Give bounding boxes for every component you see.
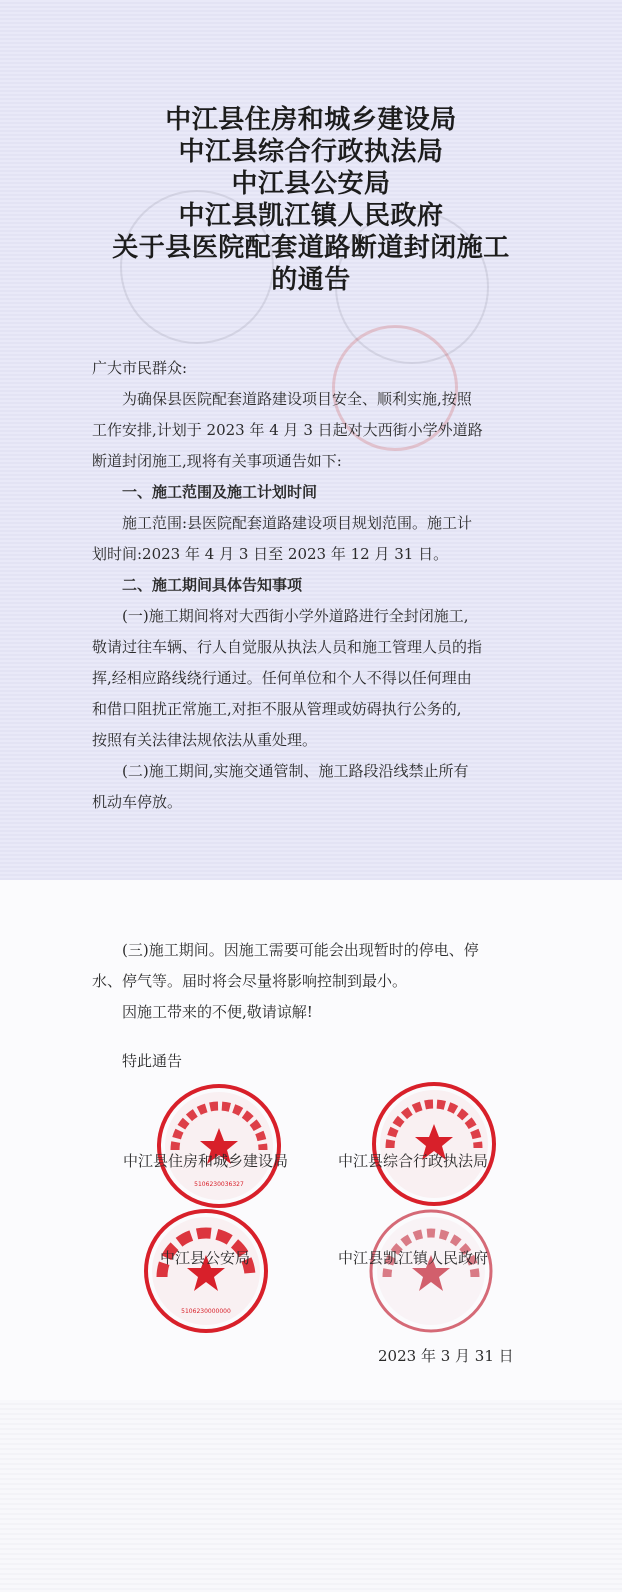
item-1-line: 按照有关法律法规依法从重处理。 (92, 731, 318, 749)
section-1-heading: 一、施工范围及施工计划时间 (122, 483, 318, 501)
item-1-line: 敬请过往车辆、行人自觉服从执法人员和施工管理人员的指 (92, 638, 483, 656)
title-line-4: 中江县凯江镇人民政府 (178, 201, 444, 231)
item-1-line: 挥,经相应路线绕行通过。任何单位和个人不得以任何理由 (92, 669, 472, 687)
item-3-line: 水、停气等。届时将会尽量将影响控制到最小。 (92, 972, 408, 990)
item-2-line: (二)施工期间,实施交通管制、施工路段沿线禁止所有 (122, 762, 469, 780)
title-line-5: 关于县医院配套道路断道封闭施工 (112, 233, 510, 263)
seal-enforcement-bureau (368, 1078, 500, 1210)
item-1-line: (一)施工期间将对大西街小学外道路进行全封闭施工, (122, 607, 469, 625)
intro-line: 工作安排,计划于 2023 年 4 月 3 日起对大西街小学外道路 (92, 421, 483, 439)
title-line-1: 中江县住房和城乡建设局 (165, 105, 457, 135)
seal-housing-bureau (153, 1080, 285, 1212)
signatory-housing-bureau: 中江县住房和城乡建设局 (123, 1152, 289, 1170)
intro-line: 断道封闭施工,现将有关事项通告如下: (92, 452, 342, 470)
item-3-line: (三)施工期间。因施工需要可能会出现暂时的停电、停 (122, 941, 479, 959)
item-2-line: 机动车停放。 (92, 793, 183, 811)
signatory-enforcement-bureau: 中江县综合行政执法局 (338, 1152, 489, 1170)
svg-text:5106230000000: 5106230000000 (181, 1308, 231, 1315)
section-2-heading: 二、施工期间具体告知事项 (122, 576, 303, 594)
section-1-line: 施工范围:县医院配套道路建设项目规划范围。施工计 (122, 514, 473, 532)
signatory-town-government: 中江县凯江镇人民政府 (338, 1249, 489, 1267)
svg-text:5106230036327: 5106230036327 (194, 1181, 244, 1188)
seal-public-security-bureau (140, 1205, 272, 1337)
issue-date: 2023 年 3 月 31 日 (378, 1347, 514, 1365)
seal-town-government (365, 1205, 497, 1337)
salutation: 广大市民群众: (92, 359, 188, 377)
page-two-footer-noise (0, 1400, 622, 1592)
intro-line: 为确保县医院配套道路建设项目安全、顺利实施,按照 (122, 390, 472, 408)
title-line-6: 的通告 (271, 265, 351, 295)
closing-text: 特此通告 (122, 1052, 183, 1070)
item-1-line: 和借口阻扰正常施工,对拒不服从管理或妨碍执行公务的, (92, 700, 462, 718)
title-line-3: 中江县公安局 (231, 169, 391, 199)
apology-text: 因施工带来的不便,敬请谅解! (122, 1003, 313, 1021)
notice-title (0, 104, 622, 296)
signatory-public-security-bureau: 中江县公安局 (160, 1249, 251, 1267)
title-line-2: 中江县综合行政执法局 (178, 137, 444, 167)
section-1-line: 划时间:2023 年 4 月 3 日至 2023 年 12 月 31 日。 (92, 545, 449, 563)
